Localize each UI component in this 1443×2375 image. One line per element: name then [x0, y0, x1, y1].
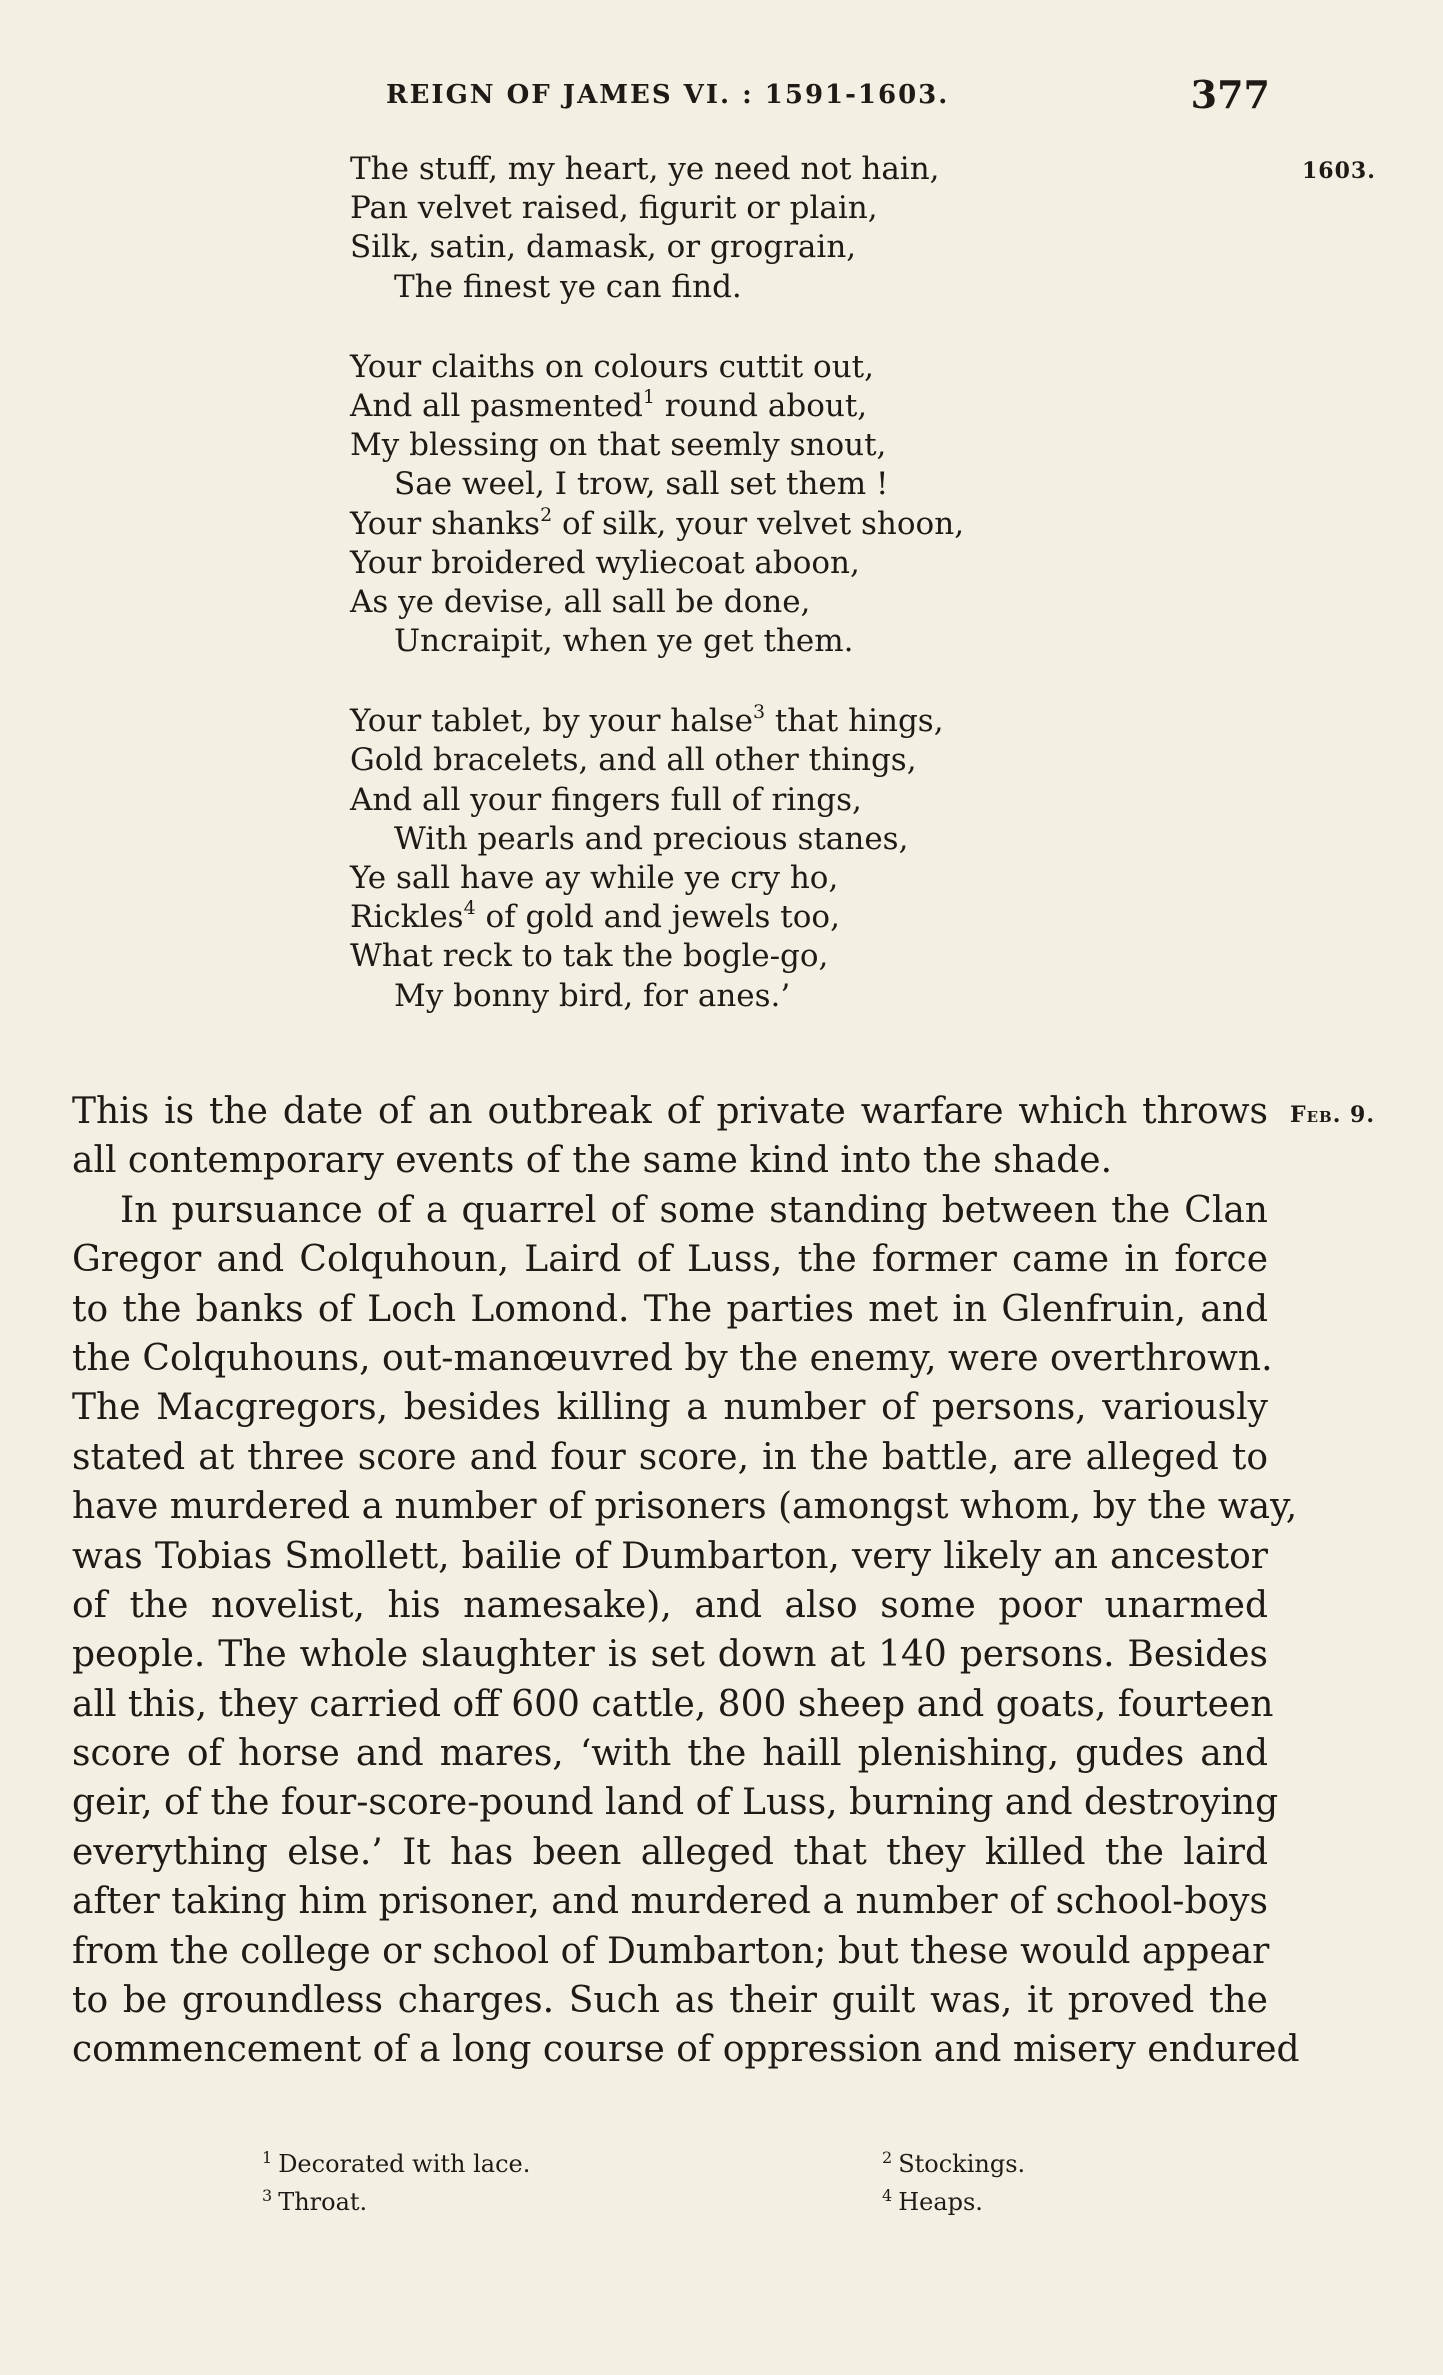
- footnote-ref: 4: [463, 897, 476, 920]
- stanza: [350, 150, 1050, 307]
- text-line: score of horse and mares, ‘with the haill plenishing, gudes and: [72, 1733, 1268, 1775]
- text-line: the Colquhouns, out-manœuvred by the enemy, were overthrown.: [72, 1337, 1273, 1379]
- text-line: was Tobias Smollett, bailie of Dumbarton, very likely an ancestor: [72, 1535, 1268, 1577]
- text-line: geir, of the four-score-pound land of Luss, burning and destroying: [72, 1782, 1279, 1824]
- poem-line: Uncraipit, when ye get them.: [394, 623, 854, 660]
- text-line: stated at three score and four score, in the battle, are alleged to: [72, 1436, 1268, 1478]
- text-line: The Macgregors, besides killing a number of persons, variously: [72, 1387, 1268, 1429]
- text-line: have murdered a number of prisoners (amongst whom, by the way,: [72, 1486, 1298, 1528]
- text-line: all this, they carried off 600 cattle, 800 sheep and goats, fourteen: [72, 1683, 1274, 1725]
- text-line: commencement of a long course of oppression and misery endured: [72, 2029, 1300, 2071]
- poem-line: The stuff, my heart, ye need not hain,: [350, 151, 940, 187]
- text-line: to be groundless charges. Such as their guilt was, it proved the: [72, 1980, 1268, 2022]
- margin-note-date: Feb. 9.: [1290, 1102, 1376, 1128]
- poem-line: Your tablet, by your halse$^3$ that hings,: [350, 701, 944, 740]
- footnote-row: [262, 2148, 1062, 2186]
- footnotes: [262, 2148, 1062, 2224]
- footnote-mark: 2: [882, 2148, 893, 2167]
- poem-line: And all pasmented$^1$ round about,: [350, 385, 868, 424]
- stanza: [350, 348, 1050, 662]
- header-title: REIGN OF JAMES VI. : 1591-1603.: [386, 80, 950, 110]
- text-line: everything else.’ It has been alleged that they killed the laird: [72, 1831, 1268, 1873]
- footnote: $^3$ Throat.: [262, 2186, 368, 2216]
- footnote: $^2$ Stockings.: [882, 2148, 1026, 2178]
- poem-line: And all your fingers full of rings,: [350, 781, 862, 818]
- body-text: [72, 1087, 1300, 2075]
- poem-line: My bonny bird, for anes.’: [394, 977, 791, 1014]
- poem-line: Your shanks$^2$ of silk, your velvet shoon,: [350, 503, 965, 542]
- poem-line: The finest ye can find.: [394, 268, 742, 305]
- text-line: This is the date of an outbreak of private warfare which throws: [72, 1091, 1268, 1132]
- running-header: [386, 68, 1286, 128]
- footnote-ref: 1: [642, 385, 655, 408]
- poem-line: Your claiths on colours cuttit out,: [350, 348, 874, 385]
- text-line: from the college or school of Dumbarton; but these would appear: [72, 1930, 1270, 1972]
- poem-line: Ye sall have ay while ye cry ho,: [350, 860, 839, 896]
- footnote: $^1$ Decorated with lace.: [262, 2148, 531, 2178]
- poem-line: Your broidered wyliecoat aboon,: [350, 544, 860, 581]
- footnote-row: [262, 2186, 1062, 2224]
- text-line: after taking him prisoner, and murdered a number of school-boys: [72, 1881, 1268, 1923]
- poem-line: Pan velvet raised, figurit or plain,: [350, 190, 878, 227]
- poem-line: With pearls and precious stanes,: [394, 820, 909, 857]
- stanza: [350, 702, 1050, 1016]
- footnote-mark: 1: [262, 2148, 273, 2167]
- text-line: In pursuance of a quarrel of some standing between the Clan: [120, 1189, 1268, 1231]
- text-line: people. The whole slaughter is set down at 140 persons. Besides: [72, 1634, 1268, 1676]
- poem-line: Gold bracelets, and all other things,: [350, 742, 917, 779]
- poem-line: Silk, satin, damask, or grograin,: [350, 229, 857, 266]
- text-line: to the banks of Loch Lomond. The parties met in Glenfruin, and: [72, 1288, 1268, 1330]
- footnote-ref: 3: [752, 701, 766, 724]
- margin-note-year: 1603.: [1302, 158, 1376, 184]
- page-number: 377: [1190, 72, 1270, 117]
- poem-line: My blessing on that seemly snout,: [350, 427, 887, 464]
- poem-line: What reck to tak the bogle-go,: [350, 938, 829, 975]
- footnote-mark: 3: [262, 2186, 273, 2205]
- text-line: Gregor and Colquhoun, Laird of Luss, the former came in force: [72, 1239, 1268, 1281]
- text-line: all contemporary events of the same kind into the shade.: [72, 1140, 1113, 1182]
- poem-line: Sae weel, I trow, sall set them !: [394, 466, 889, 503]
- footnote-ref: 2: [540, 503, 553, 526]
- poem-line: Rickles$^4$ of gold and jewels too,: [350, 897, 840, 936]
- poem: [350, 150, 1050, 1016]
- poem-line: As ye devise, all sall be done,: [350, 583, 811, 620]
- footnote: $^4$ Heaps.: [882, 2186, 983, 2216]
- text-line: of the novelist, his namesake), and also some poor unarmed: [72, 1584, 1268, 1626]
- footnote-mark: 4: [882, 2186, 893, 2205]
